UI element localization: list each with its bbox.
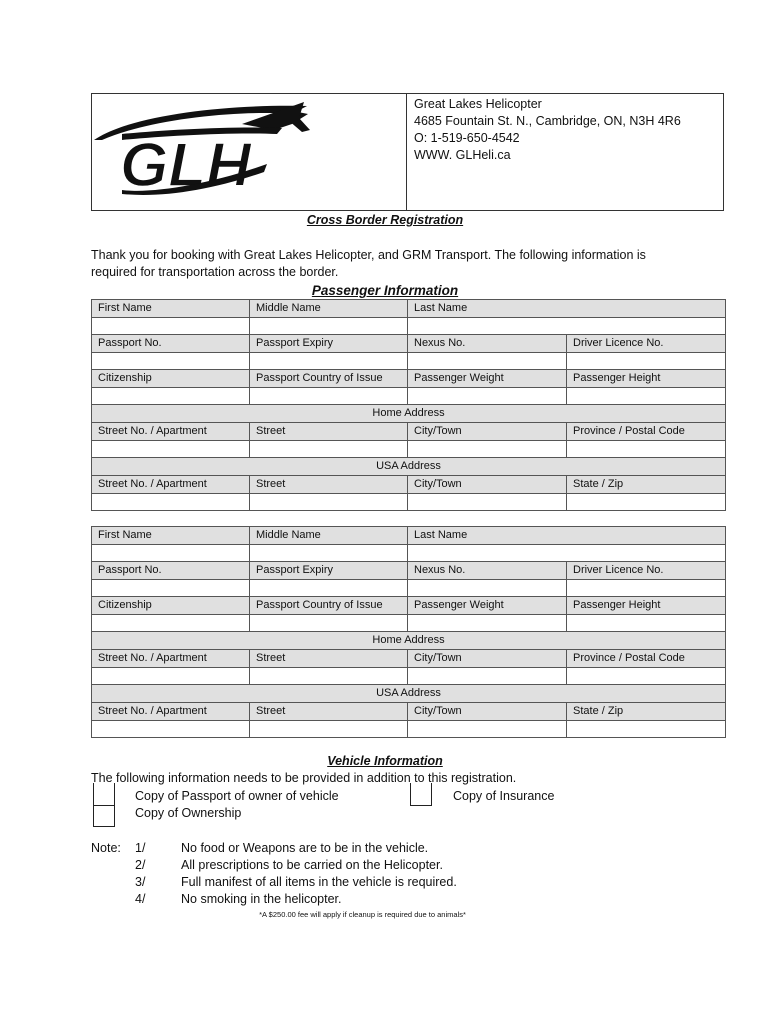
label-passport-expiry: Passport Expiry	[250, 335, 408, 353]
label-passport-country: Passport Country of Issue	[250, 597, 408, 615]
nexus-no-field[interactable]	[408, 353, 567, 370]
note-text-4: No smoking in the helicopter.	[181, 892, 342, 906]
animal-fee-fine-print: *A $250.00 fee will apply if cleanup is required due to animals*	[259, 910, 466, 919]
company-name: Great Lakes Helicopter	[414, 97, 542, 111]
intro-line-2: required for transportation across the border.	[91, 265, 339, 279]
home-address-heading: Home Address	[92, 405, 726, 423]
note-text-1: No food or Weapons are to be in the vehicle.	[181, 841, 429, 855]
label-middle-name: Middle Name	[250, 527, 408, 545]
middle-name-field[interactable]	[250, 318, 408, 335]
home-city-field[interactable]	[408, 668, 567, 685]
passport-country-field[interactable]	[250, 388, 408, 405]
passenger-height-field[interactable]	[567, 615, 726, 632]
label-first-name: First Name	[92, 300, 250, 318]
label-state-zip: State / Zip	[567, 703, 726, 721]
label-passenger-weight: Passenger Weight	[408, 370, 567, 388]
usa-state-zip-field[interactable]	[567, 494, 726, 511]
label-last-name: Last Name	[408, 300, 726, 318]
label-city: City/Town	[408, 423, 567, 441]
insurance-copy-checkbox[interactable]	[410, 783, 432, 806]
note-number-1: 1/	[135, 841, 146, 855]
ownership-copy-label: Copy of Ownership	[135, 806, 242, 820]
label-city: City/Town	[408, 650, 567, 668]
first-name-field[interactable]	[92, 318, 250, 335]
label-state-zip: State / Zip	[567, 476, 726, 494]
usa-address-heading: USA Address	[92, 458, 726, 476]
usa-city-field[interactable]	[408, 721, 567, 738]
label-first-name: First Name	[92, 527, 250, 545]
usa-street-field[interactable]	[250, 721, 408, 738]
company-phone: O: 1-519-650-4542	[414, 131, 520, 145]
usa-street-no-field[interactable]	[92, 494, 250, 511]
citizenship-field[interactable]	[92, 615, 250, 632]
home-street-no-field[interactable]	[92, 441, 250, 458]
logo-text: GLH	[120, 131, 251, 200]
last-name-field[interactable]	[408, 545, 726, 562]
insurance-copy-label: Copy of Insurance	[453, 789, 555, 803]
passport-expiry-field[interactable]	[250, 580, 408, 597]
label-passenger-weight: Passenger Weight	[408, 597, 567, 615]
label-usa-city: City/Town	[408, 476, 567, 494]
first-name-field[interactable]	[92, 545, 250, 562]
ownership-copy-checkbox[interactable]	[93, 804, 115, 827]
note-number-4: 4/	[135, 892, 146, 906]
passenger-weight-field[interactable]	[408, 388, 567, 405]
label-passport-country: Passport Country of Issue	[250, 370, 408, 388]
label-last-name: Last Name	[408, 527, 726, 545]
usa-city-field[interactable]	[408, 494, 567, 511]
home-province-postal-field[interactable]	[567, 668, 726, 685]
label-nexus-no: Nexus No.	[408, 562, 567, 580]
label-driver-licence: Driver Licence No.	[567, 335, 726, 353]
label-passenger-height: Passenger Height	[567, 597, 726, 615]
intro-line-1: Thank you for booking with Great Lakes Helicopter, and GRM Transport. The following information is	[91, 248, 646, 262]
passenger-form-1	[91, 299, 726, 511]
label-usa-street-no: Street No. / Apartment	[92, 703, 250, 721]
company-info	[414, 96, 681, 164]
label-street-no: Street No. / Apartment	[92, 423, 250, 441]
usa-street-no-field[interactable]	[92, 721, 250, 738]
label-passport-no: Passport No.	[92, 562, 250, 580]
label-street-no: Street No. / Apartment	[92, 650, 250, 668]
label-passenger-height: Passenger Height	[567, 370, 726, 388]
middle-name-field[interactable]	[250, 545, 408, 562]
label-citizenship: Citizenship	[92, 370, 250, 388]
label-usa-street: Street	[250, 476, 408, 494]
label-usa-street-no: Street No. / Apartment	[92, 476, 250, 494]
passenger-weight-field[interactable]	[408, 615, 567, 632]
usa-address-heading: USA Address	[92, 685, 726, 703]
home-street-no-field[interactable]	[92, 668, 250, 685]
nexus-no-field[interactable]	[408, 580, 567, 597]
home-province-postal-field[interactable]	[567, 441, 726, 458]
letterhead	[91, 93, 724, 211]
logo-cell	[92, 94, 407, 210]
label-street: Street	[250, 423, 408, 441]
label-street: Street	[250, 650, 408, 668]
vehicle-section-title: Vehicle Information	[327, 754, 443, 768]
passport-expiry-field[interactable]	[250, 353, 408, 370]
passenger-height-field[interactable]	[567, 388, 726, 405]
home-address-heading: Home Address	[92, 632, 726, 650]
label-usa-street: Street	[250, 703, 408, 721]
home-city-field[interactable]	[408, 441, 567, 458]
home-street-field[interactable]	[250, 441, 408, 458]
label-province-postal: Province / Postal Code	[567, 650, 726, 668]
usa-state-zip-field[interactable]	[567, 721, 726, 738]
company-address: 4685 Fountain St. N., Cambridge, ON, N3H 4R6	[414, 114, 681, 128]
label-usa-city: City/Town	[408, 703, 567, 721]
label-passport-expiry: Passport Expiry	[250, 562, 408, 580]
glh-helicopter-logo	[92, 94, 406, 210]
intro-text	[91, 247, 711, 281]
note-number-3: 3/	[135, 875, 146, 889]
usa-street-field[interactable]	[250, 494, 408, 511]
label-nexus-no: Nexus No.	[408, 335, 567, 353]
label-citizenship: Citizenship	[92, 597, 250, 615]
driver-licence-field[interactable]	[567, 580, 726, 597]
note-text-2: All prescriptions to be carried on the Helicopter.	[181, 858, 443, 872]
label-driver-licence: Driver Licence No.	[567, 562, 726, 580]
last-name-field[interactable]	[408, 318, 726, 335]
label-passport-no: Passport No.	[92, 335, 250, 353]
passenger-section-title: Passenger Information	[311, 283, 459, 298]
passport-copy-label: Copy of Passport of owner of vehicle	[135, 789, 339, 803]
note-text-3: Full manifest of all items in the vehicle is required.	[181, 875, 457, 889]
passenger-form-2	[91, 526, 726, 738]
form-title: Cross Border Registration	[306, 213, 464, 227]
note-label: Note:	[91, 841, 121, 855]
company-website: WWW. GLHeli.ca	[414, 148, 511, 162]
home-street-field[interactable]	[250, 668, 408, 685]
citizenship-field[interactable]	[92, 388, 250, 405]
passport-country-field[interactable]	[250, 615, 408, 632]
label-province-postal: Province / Postal Code	[567, 423, 726, 441]
label-middle-name: Middle Name	[250, 300, 408, 318]
passport-no-field[interactable]	[92, 580, 250, 597]
passport-copy-checkbox[interactable]	[93, 783, 115, 806]
passport-no-field[interactable]	[92, 353, 250, 370]
driver-licence-field[interactable]	[567, 353, 726, 370]
note-number-2: 2/	[135, 858, 146, 872]
vehicle-intro: The following information needs to be provided in addition to this registration.	[91, 771, 517, 785]
